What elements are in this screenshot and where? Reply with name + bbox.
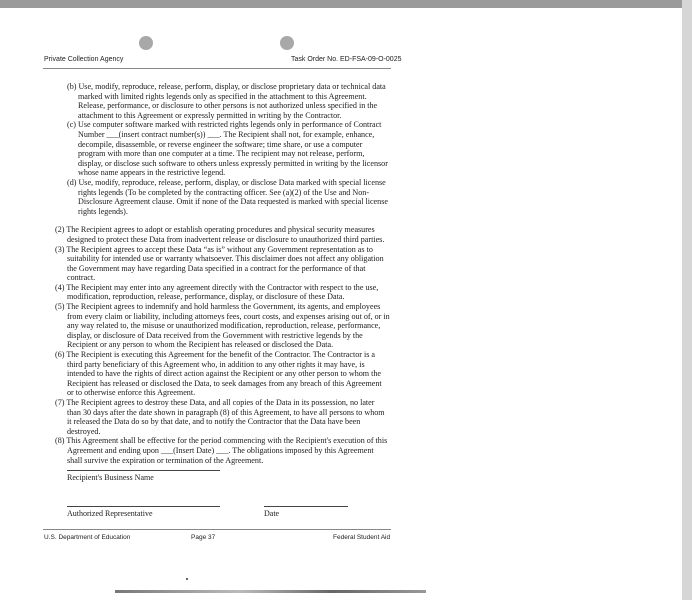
footer-page: Page 37 xyxy=(191,534,216,541)
clause-8: (8) This Agreement shall be effective for the period commencing with the Recipient's execution of this Agreement and ending upon ___(Insert Date) ___. The obligations imposed by this Agreement shall survive the expiration or termination of the Agreement. xyxy=(55,436,388,465)
date-line xyxy=(264,506,348,507)
footer-right: Federal Student Aid xyxy=(333,534,391,541)
scan-speck xyxy=(186,578,188,580)
sub-clauses xyxy=(67,82,390,216)
clause-c: (c) Use computer software marked with restricted rights legends only in performance of Contract Number ___(insert contract number(s)) ___. The Recipient shall not, for example, enhance, decompile, disassemble, or reverse engineer the software; time share, or use a computer program with more than one computer at a time. The recipient may not release, perform, display, or disclose such software to others unless expressly permitted in writing by the licensor whose name appears in the restrictive legend. xyxy=(67,120,388,178)
clause-3: (3) The Recipient agrees to accept these Data “as is” without any Government representation as to suitability for intended use or warranty whatsoever. This disclaimer does not affect any obligation the Government may have regarding Data specified in a contract for the performance of that contract. xyxy=(55,244,384,283)
clause-4: (4) The Recipient may enter into any agreement directly with the Contractor with respect to the use, modification, reproduction, release, performance, display, or disclosure of these Data. xyxy=(55,282,379,302)
header-rule xyxy=(43,68,391,69)
business-name-line xyxy=(67,470,220,471)
clause-7: (7) The Recipient agrees to destroy these Data, and all copies of the Data in its possession, no later than 30 days after the date shown in paragraph (8) of this Agreement, to have all persons to whom it released the Data do so by that date, and to notify the Contractor that the Data have been destroyed. xyxy=(55,398,385,436)
scan-right-edge xyxy=(682,0,692,600)
punch-hole-left xyxy=(139,36,153,50)
footer-rule xyxy=(43,529,391,530)
clause-d: (d) Use, modify, reproduce, release, perform, display, or disclose Data marked with special license rights legends (To be completed by the contracting officer. See (a)(2) of the Use and Non-Disclosure Agreement clause. Omit if none of the Data requested is marked with special license rights legends). xyxy=(67,177,388,216)
blank-margin xyxy=(437,8,682,600)
date-label: Date xyxy=(264,509,280,518)
representative-line xyxy=(67,506,220,507)
clause-5: (5) The Recipient agrees to indemnify and hold harmless the Government, its agents, and employees from every claim or liability, including attorneys fees, court costs, and expenses arising out of, or in any way related to, the misuse or unauthorized modification, reproduction, release, performance, display, or disclosure of Data received from the Government with restrictive legends by the Recipient or any person to whom the Recipient has released or disclosed the Data. xyxy=(55,302,390,350)
agreement-body xyxy=(55,82,390,465)
header-right: Task Order No. ED-FSA-09-O-0025 xyxy=(291,56,402,63)
clause-2: (2) The Recipient agrees to adopt or establish operating procedures and physical security measures designed to protect these Data from inadvertent release or disclosure to unauthorized third parties. xyxy=(55,225,385,244)
main-clauses xyxy=(55,225,390,465)
header-left: Private Collection Agency xyxy=(44,56,124,63)
clause-6: (6) The Recipient is executing this Agreement for the benefit of the Contractor. The Contractor is a third party beneficiary of this Agreement who, in addition to any other rights it may have, is intended to have the rights of direct action against the Recipient or any other person to whom the Recipient has released or disclosed the Data, to seek damages from any breach of this Agreement or to otherwise enforce this Agreement. xyxy=(55,350,382,398)
footer-left: U.S. Department of Education xyxy=(44,534,131,541)
scan-top-edge xyxy=(0,0,692,8)
clause-b: (b) Use, modify, reproduce, release, perform, display, or disclose proprietary data or technical data marked with limited rights legends only as specified in the attachment to this Agreement. Release, performance, or disclosure to other persons is not authorized unless specified in the attachment to this Agreement or expressly permitted in writing by the Contractor. xyxy=(67,82,386,120)
representative-label: Authorized Representative xyxy=(67,509,153,518)
punch-hole-right xyxy=(280,36,294,50)
scan-bottom-artifact xyxy=(115,590,426,593)
business-name-label: Recipient's Business Name xyxy=(67,473,154,482)
